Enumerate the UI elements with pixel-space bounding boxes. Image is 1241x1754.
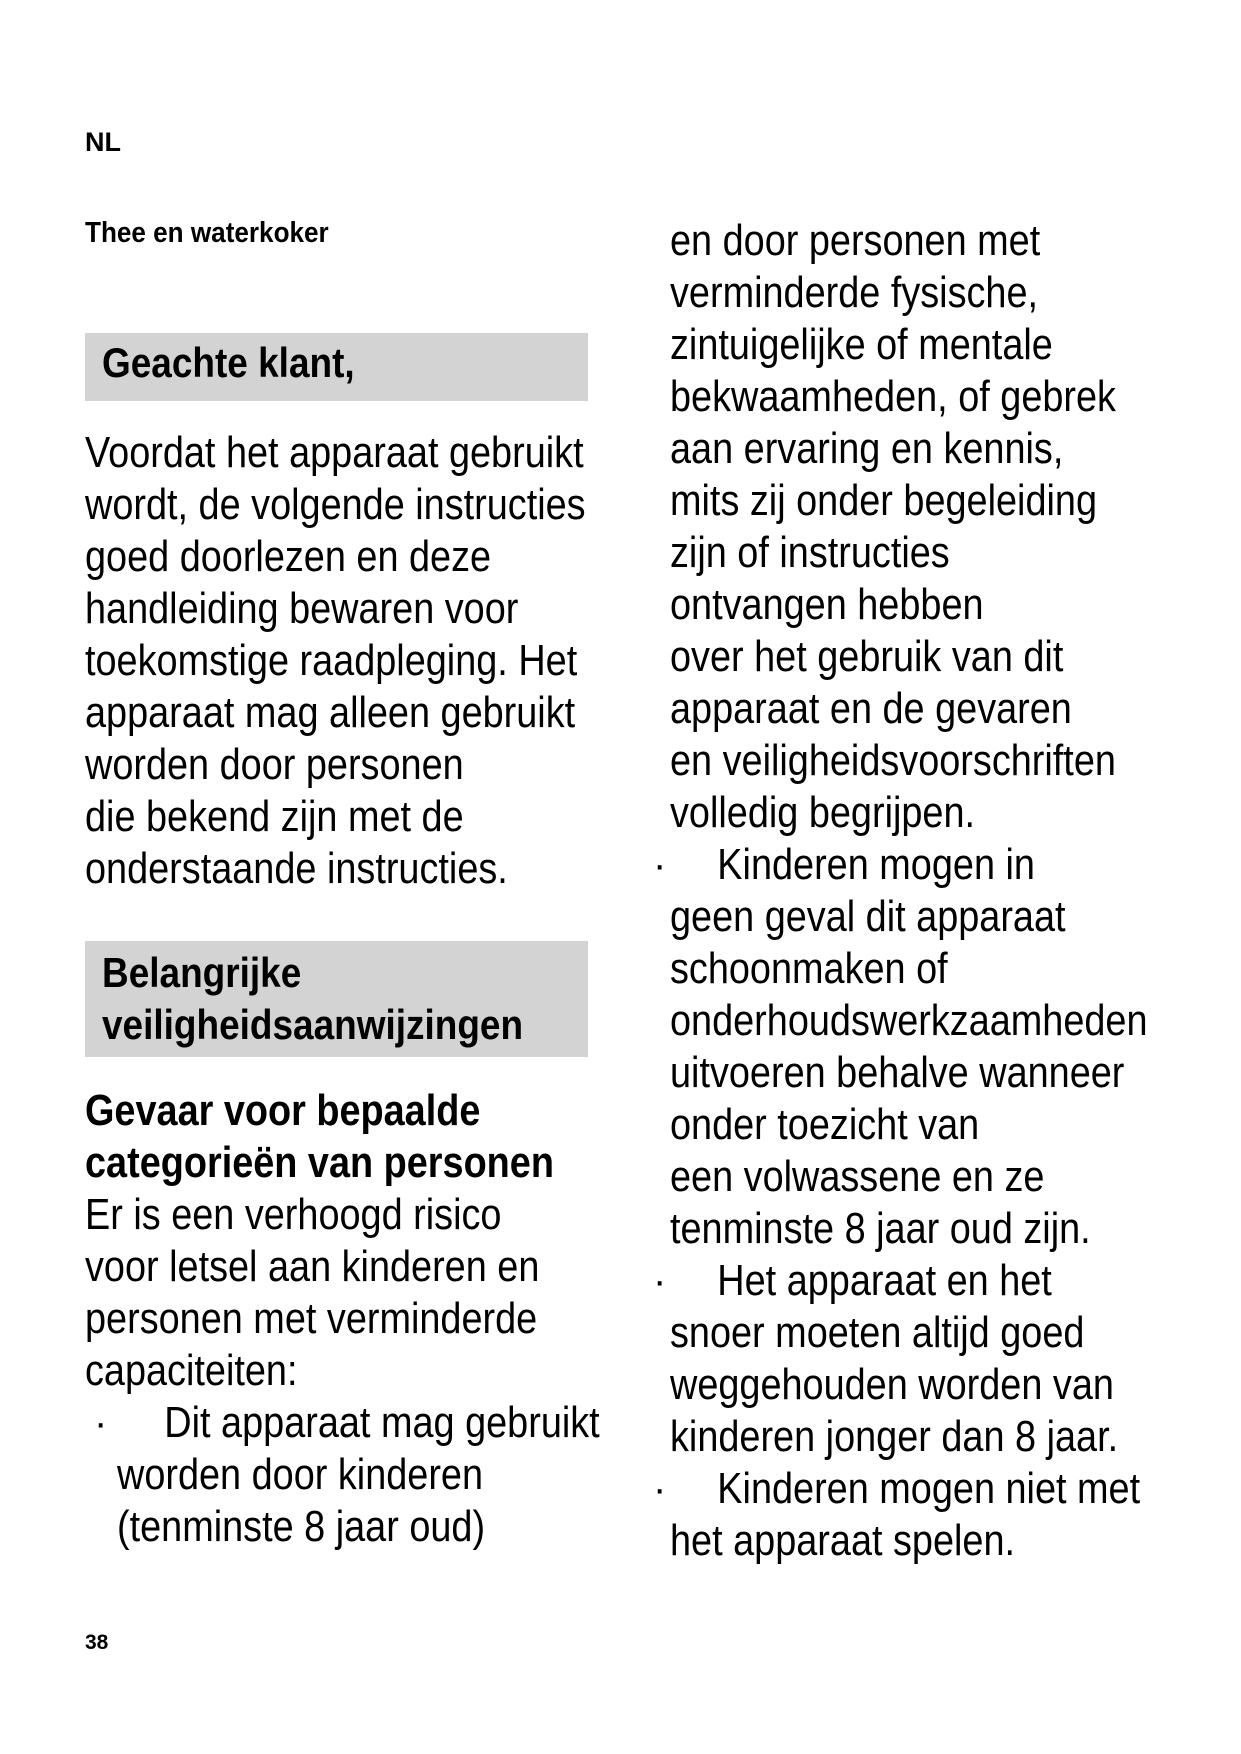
left-column (85, 333, 625, 1553)
danger-heading-line: Gevaar voor bepaalde (85, 1086, 481, 1135)
bullet-line: een volwassene en ze (670, 1152, 1045, 1201)
bullet-line: en door personen met (670, 216, 1041, 265)
bullet-line: snoer moeten altijd goed (670, 1308, 1085, 1357)
bullet-line: verminderde fysische, (670, 268, 1039, 317)
bullet-line: geen geval dit apparaat (670, 892, 1066, 941)
bullet-line: het apparaat spelen. (670, 1516, 1016, 1565)
bullet-item-3 (653, 1255, 1190, 1463)
bullet-line: aan ervaring en kennis, (670, 424, 1064, 473)
safety-heading (85, 941, 588, 1057)
bullet-line: onderhoudswerkzaamheden (670, 996, 1148, 1045)
intro-line: Voordat het apparaat gebruikt (85, 428, 584, 477)
danger-line: voor letsel aan kinderen en (85, 1242, 540, 1291)
bullet-line: weggehouden worden van (670, 1360, 1114, 1409)
intro-line: die bekend zijn met de (85, 792, 464, 841)
bullet-line: zijn of instructies (670, 528, 950, 577)
bullet-line: zintuigelijke of mentale (670, 320, 1053, 369)
product-title: Thee en waterkoker (85, 217, 329, 249)
bullet-line: bekwaamheden, of gebrek (670, 372, 1116, 421)
bullet-line: mits zij onder begeleiding (670, 476, 1098, 525)
language-code: NL (85, 127, 121, 157)
safety-heading-line: Belangrijke (102, 949, 302, 996)
bullet-line: apparaat en de gevaren (670, 684, 1072, 733)
page-number: 38 (85, 1631, 109, 1654)
greeting-heading-text: Geachte klant, (102, 339, 355, 386)
danger-heading (85, 1085, 625, 1189)
intro-line: handleiding bewaren voor (85, 584, 519, 633)
bullet-marker: · (94, 1401, 108, 1445)
danger-line: Er is een verhoogd risico (85, 1190, 502, 1239)
bullet-marker: · (653, 1259, 667, 1303)
intro-paragraph (85, 427, 625, 895)
bullet-line: Dit apparaat mag gebruikt (164, 1398, 600, 1447)
bullet-line: ontvangen hebben (670, 580, 984, 629)
bullet-line: (tenminste 8 jaar oud) (117, 1502, 486, 1551)
bullet-marker: · (653, 1467, 667, 1511)
bullet-marker: · (653, 843, 667, 887)
bullet-line: Het apparaat en het (717, 1256, 1052, 1305)
danger-paragraph (85, 1189, 625, 1397)
bullet-line: kinderen jonger dan 8 jaar. (670, 1412, 1119, 1461)
bullet-line: over het gebruik van dit (670, 632, 1064, 681)
bullet-line: Kinderen mogen in (717, 840, 1035, 889)
intro-line: toekomstige raadpleging. Het (85, 636, 578, 685)
bullet-item-1 (85, 1397, 625, 1553)
bullet-line: schoonmaken of (670, 944, 948, 993)
danger-line: capaciteiten: (85, 1346, 298, 1395)
greeting-heading (85, 333, 588, 401)
intro-line: goed doorlezen en deze (85, 532, 492, 581)
danger-heading-line: categorieën van personen (85, 1138, 554, 1187)
bullet-item-2 (653, 839, 1190, 1255)
bullet-line: Kinderen mogen niet met (717, 1464, 1141, 1513)
danger-line: personen met verminderde (85, 1294, 538, 1343)
safety-heading-line: veiligheidsaanwijzingen (102, 1001, 524, 1048)
bullet-item-4 (653, 1463, 1190, 1567)
bullet-line: worden door kinderen (117, 1450, 484, 1499)
bullet-line: volledig begrijpen. (670, 788, 976, 837)
bullet-line: uitvoeren behalve wanneer (670, 1048, 1125, 1097)
intro-line: onderstaande instructies. (85, 844, 508, 893)
intro-line: apparaat mag alleen gebruikt (85, 688, 576, 737)
right-column (653, 215, 1190, 1567)
bullet-line: tenminste 8 jaar oud zijn. (670, 1204, 1091, 1253)
intro-line: worden door personen (85, 740, 464, 789)
intro-line: wordt, de volgende instructies (85, 480, 586, 529)
bullet-line: onder toezicht van (670, 1100, 980, 1149)
bullet-item-1-continued (670, 215, 1190, 839)
bullet-line: en veiligheidsvoorschriften (670, 736, 1116, 785)
